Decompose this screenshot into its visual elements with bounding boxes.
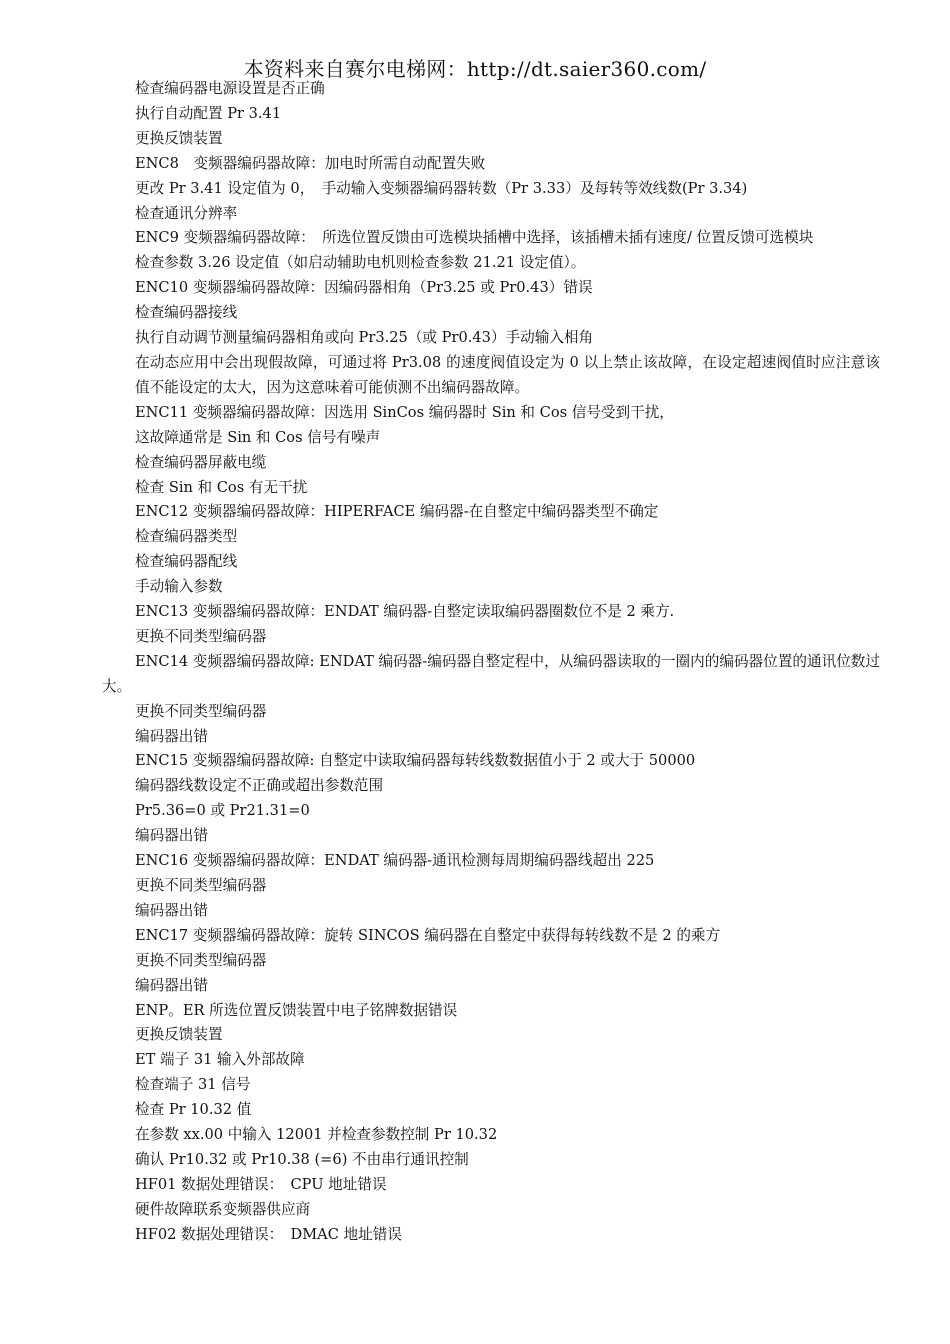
text-line: ENC17 变频器编码器故障：旋转 SINCOS 编码器在自整定中获得每转线数不是 2 的乘方 bbox=[135, 926, 721, 944]
text-line: 执行自动调节测量编码器相角或向 Pr3.25（或 Pr0.43）手动输入相角 bbox=[135, 329, 594, 347]
text-line: 检查 Pr 10.32 值 bbox=[135, 1101, 252, 1119]
text-line: ET 端子 31 输入外部故障 bbox=[135, 1051, 305, 1069]
text-paragraph: 在动态应用中会出现假故障，可通过将 Pr3.08 的速度阀值设定为 0 以上禁止该故障，在设定超速阀值时应注意该值不能设定的太大，因为这意味着可能侦测不出编码器故障。 bbox=[135, 353, 880, 396]
text-line: 编码器出错 bbox=[135, 901, 208, 919]
text-line: 更改 Pr 3.41 设定值为 0， 手动输入变频器编码器转数（Pr 3.33）及每转等效线数(Pr 3.34) bbox=[135, 179, 748, 197]
page-header: 本资料来自赛尔电梯网：http://dt.saier360.com/ bbox=[243, 57, 707, 81]
text-line: ENC10 变频器编码器故障：因编码器相角（Pr3.25 或 Pr0.43）错误 bbox=[135, 279, 593, 297]
text-line: 检查参数 3.26 设定值（如启动辅助电机则检查参数 21.21 设定值）。 bbox=[135, 254, 586, 272]
text-line: 更换反馈装置 bbox=[135, 129, 223, 147]
text-line: 更换不同类型编码器 bbox=[135, 877, 267, 894]
text-line: 检查编码器电源设置是否正确 bbox=[135, 80, 325, 97]
text-line: ENC12 变频器编码器故障：HIPERFACE 编码器-在自整定中编码器类型不确定 bbox=[135, 503, 659, 521]
text-line: Pr5.36=0 或 Pr21.31=0 bbox=[135, 802, 310, 820]
text-line: 检查编码器类型 bbox=[135, 528, 238, 546]
text-paragraph: ENC9 变频器编码器故障： 所选位置反馈由可选模块插槽中选择，该插槽未插有速度/ 位置反馈可选模块 bbox=[135, 229, 814, 247]
text-line: ENP。ER 所选位置反馈装置中电子铭牌数据错误 bbox=[135, 1001, 458, 1019]
text-line: 编码器出错 bbox=[135, 827, 208, 845]
text-line: 编码器出错 bbox=[135, 976, 208, 994]
text-line: 编码器线数设定不正确或超出参数范围 bbox=[135, 777, 384, 795]
text-line: 更换不同类型编码器 bbox=[135, 627, 267, 645]
text-paragraph: ENC14 变频器编码器故障: ENDAT 编码器-编码器自整定程中，从编码器读取的一圈内的编码器位置的通讯位数过大。 bbox=[102, 652, 880, 695]
text-line: 编码器出错 bbox=[135, 727, 208, 745]
text-line: 确认 Pr10.32 或 Pr10.38 (=6) 不由串行通讯控制 bbox=[135, 1150, 469, 1168]
text-line: 检查通讯分辨率 bbox=[135, 204, 238, 222]
text-line: 执行自动配置 Pr 3.41 bbox=[135, 104, 282, 122]
text-line: 检查编码器接线 bbox=[135, 304, 238, 322]
text-line: HF02 数据处理错误： DMAC 地址错误 bbox=[135, 1225, 402, 1243]
text-line: 更换不同类型编码器 bbox=[135, 951, 267, 969]
text-line: 检查编码器配线 bbox=[135, 553, 238, 571]
text-line: 更换反馈装置 bbox=[135, 1026, 223, 1044]
text-line: 更换不同类型编码器 bbox=[135, 702, 267, 720]
text-line: 硬件故障联系变频器供应商 bbox=[135, 1200, 311, 1218]
text-line: 检查端子 31 信号 bbox=[135, 1076, 251, 1094]
text-line: ENC11 变频器编码器故障：因选用 SinCos 编码器时 Sin 和 Cos 信号受到干扰， bbox=[135, 403, 674, 421]
text-line: ENC15 变频器编码器故障: 自整定中读取编码器每转线数数据值小于 2 或大于 50000 bbox=[135, 752, 696, 770]
text-line: 在参数 xx.00 中输入 12001 并检查参数控制 Pr 10.32 bbox=[135, 1126, 498, 1144]
text-line: ENC13 变频器编码器故障：ENDAT 编码器-自整定读取编码器圈数位不是 2 乘方. bbox=[135, 603, 675, 621]
text-line: 检查 Sin 和 Cos 有无干扰 bbox=[135, 478, 308, 496]
text-line: HF01 数据处理错误： CPU 地址错误 bbox=[135, 1175, 387, 1193]
text-line: ENC16 变频器编码器故障：ENDAT 编码器-通讯检测每周期编码器线超出 225 bbox=[135, 852, 655, 870]
text-line: ENC8 变频器编码器故障：加电时所需自动配置失败 bbox=[135, 154, 486, 172]
text-line: 检查编码器屏蔽电缆 bbox=[135, 453, 267, 471]
text-line: 手动输入参数 bbox=[135, 578, 223, 596]
document-body bbox=[102, 77, 880, 1248]
text-line: 这故障通常是 Sin 和 Cos 信号有噪声 bbox=[135, 428, 381, 446]
